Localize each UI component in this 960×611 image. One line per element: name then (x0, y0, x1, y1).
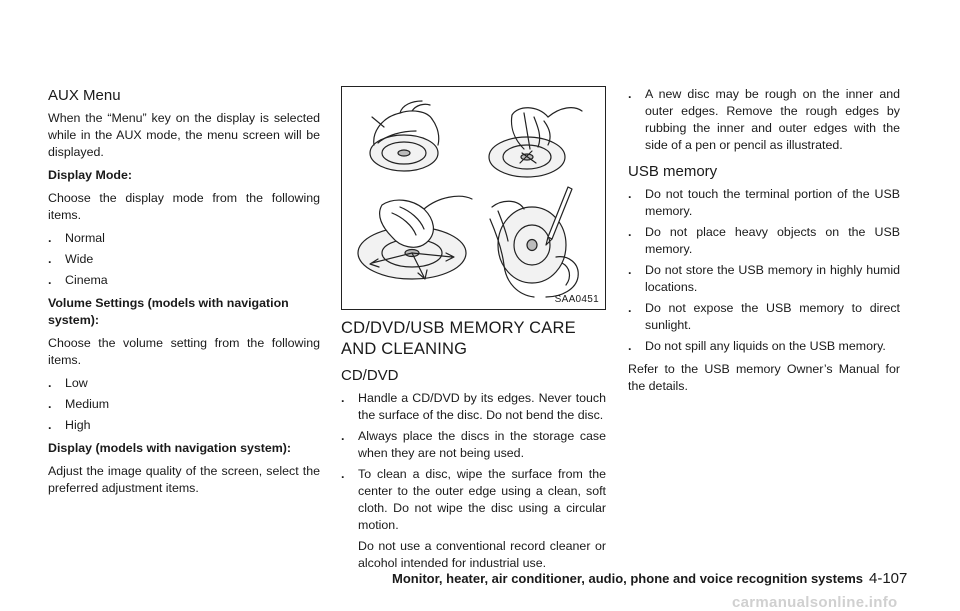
volume-settings-heading: Volume Settings (models with navigation system): (48, 296, 289, 327)
list-item-text: Do not touch the terminal portion of the USB memory. (645, 187, 900, 218)
display-heading: Display (models with navigation system): (48, 441, 292, 455)
cd-dvd-list-continued (628, 86, 900, 154)
list-item-text: Medium (65, 397, 110, 411)
display-mode-heading: Display Mode: (48, 168, 132, 182)
list-item (341, 390, 606, 424)
column-right (628, 86, 900, 401)
bullet: . (48, 231, 52, 245)
bullet: . (341, 391, 345, 405)
list-item-text: Do not expose the USB memory to direct sunlight. (645, 301, 900, 332)
list-item-text: Handle a CD/DVD by its edges. Never touch the surface of the disc. Do not bend the disc. (358, 391, 606, 422)
page-footer (392, 570, 908, 587)
list-item-text: Cinema (65, 273, 108, 287)
column-middle (341, 86, 606, 578)
list-item (628, 186, 900, 220)
list-item-continuation: Do not use a conventional record cleaner or alcohol intended for industrial use. (358, 539, 606, 570)
list-item-text: Do not spill any liquids on the USB memory. (645, 339, 886, 353)
cd-dvd-heading: CD/DVD (341, 367, 399, 384)
bullet: . (48, 252, 52, 266)
cloth-wiping-disc-icon (358, 196, 472, 279)
list-item (341, 428, 606, 462)
list-item (48, 417, 320, 434)
list-item (628, 224, 900, 258)
list-item (48, 375, 320, 392)
bullet: . (48, 376, 52, 390)
list-item-text: Do not store the USB memory in highly humid locations. (645, 263, 900, 294)
display-text: Adjust the image quality of the screen, select the preferred adjustment items. (48, 464, 320, 495)
list-item (628, 338, 900, 355)
list-item (628, 86, 900, 154)
bullet: . (48, 273, 52, 287)
list-item-text: A new disc may be rough on the inner and outer edges. Remove the rough edges by rubbing the inner and outer edges with the side of a pen or pencil as illustrated. (645, 87, 900, 152)
list-item-text: Always place the discs in the storage case when they are not being used. (358, 429, 606, 460)
usb-refer-text: Refer to the USB memory Owner’s Manual for the details. (628, 362, 900, 393)
list-item-text: To clean a disc, wipe the surface from the center to the outer edge using a clean, soft cloth. Do not wipe the disc using a circular motion. (358, 467, 606, 532)
list-item (628, 262, 900, 296)
display-mode-text: Choose the display mode from the following items. (48, 191, 320, 222)
list-item (628, 300, 900, 334)
list-item (341, 466, 606, 572)
usb-memory-heading: USB memory (628, 163, 718, 180)
disc-handling-illustration (341, 86, 606, 310)
bullet: . (628, 339, 632, 353)
volume-settings-text: Choose the volume setting from the following items. (48, 336, 320, 367)
list-item-text: Wide (65, 252, 94, 266)
bullet: . (48, 418, 52, 432)
care-cleaning-heading: CD/DVD/USB MEMORY CARE AND CLEANING (341, 319, 576, 358)
footer-chapter-title: Monitor, heater, air conditioner, audio, phone and voice recognition systems (392, 571, 863, 586)
bullet: . (48, 397, 52, 411)
bullet: . (628, 187, 632, 201)
column-left (48, 86, 320, 503)
list-item-text: Normal (65, 231, 105, 245)
bullet: . (341, 467, 345, 481)
figure-label: SAA0451 (554, 294, 599, 305)
bullet: . (628, 301, 632, 315)
aux-menu-heading: AUX Menu (48, 87, 121, 104)
aux-menu-intro: When the “Menu” key on the display is selected while in the AUX mode, the menu screen will be displayed. (48, 111, 320, 159)
finger-on-disc-icon (489, 108, 582, 177)
list-item-text: High (65, 418, 91, 432)
cd-dvd-list (341, 390, 606, 572)
list-item (48, 230, 320, 247)
usb-memory-list (628, 186, 900, 355)
page-number: 4-107 (868, 570, 908, 587)
bullet: . (628, 263, 632, 277)
list-item (48, 396, 320, 413)
bullet: . (341, 429, 345, 443)
bullet: . (628, 87, 632, 101)
watermark: carmanualsonline.info (732, 594, 898, 611)
bullet: . (628, 225, 632, 239)
list-item (48, 251, 320, 268)
disc-handling-drawing (342, 87, 605, 309)
volume-settings-list (48, 375, 320, 434)
list-item-text: Do not place heavy objects on the USB memory. (645, 225, 900, 256)
list-item-text: Low (65, 376, 88, 390)
hand-holding-disc-icon (370, 101, 439, 171)
display-mode-list (48, 230, 320, 289)
pen-on-disc-edge-icon (490, 187, 578, 297)
list-item (48, 272, 320, 289)
